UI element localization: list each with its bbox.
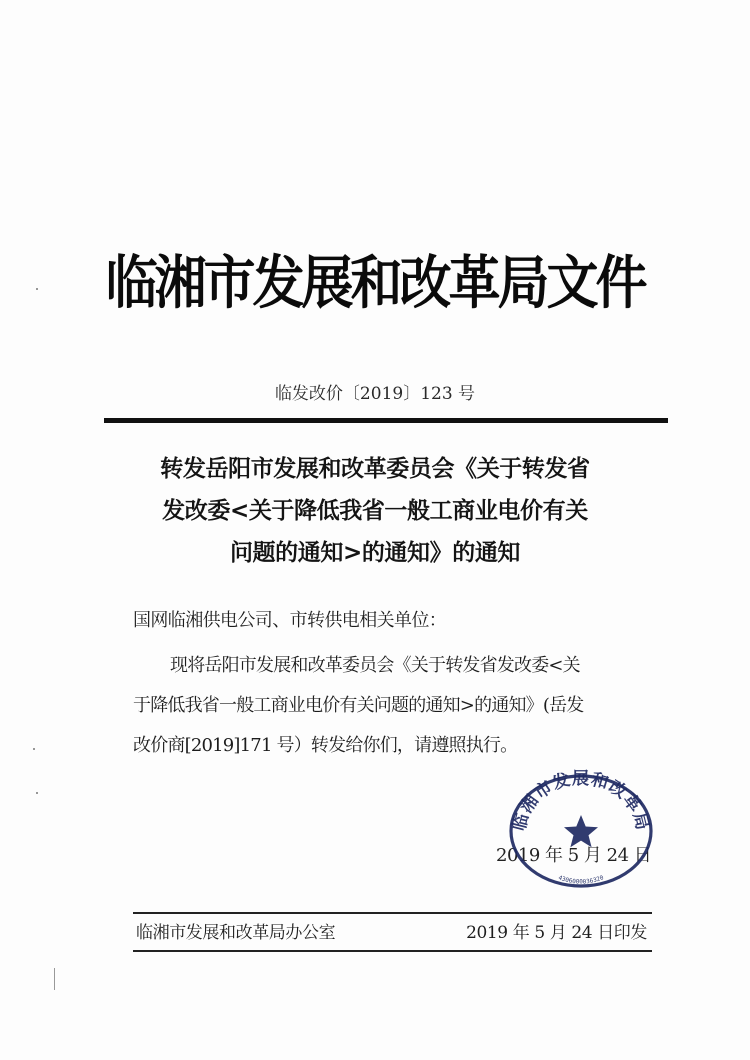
header-divider xyxy=(104,418,668,423)
addressee-line: 国网临湘供电公司、市转供电相关单位： xyxy=(133,610,447,631)
body-line-1: 现将岳阳市发展和改革委员会《关于转发省发改委<关 xyxy=(170,655,580,676)
body-line-3: 改价商[2019]171 号）转发给你们，请遵照执行。 xyxy=(133,735,518,756)
document-subject xyxy=(100,448,650,574)
subject-line-1: 转发岳阳市发展和改革委员会《关于转发省 xyxy=(160,456,590,482)
scan-speck xyxy=(33,748,35,750)
official-seal-stamp xyxy=(505,768,657,888)
footer-divider-top xyxy=(133,912,652,914)
seal-star-icon xyxy=(564,815,598,847)
footer-print-date: 2019 年 5 月 24 日印发 xyxy=(466,923,647,943)
scan-speck xyxy=(36,288,38,290)
seal-serial: 4306000036320 xyxy=(557,874,605,886)
footer-issuing-office: 临湘市发展和改革局办公室 xyxy=(136,923,336,943)
body-line-2: 于降低我省一般工商业电价有关问题的通知>的通知》(岳发 xyxy=(133,695,584,716)
scan-edge-mark xyxy=(54,968,55,990)
seal-text: 临湘市发展和改革局 xyxy=(509,769,653,833)
scan-speck xyxy=(36,792,38,794)
subject-line-3: 问题的通知>的通知》的通知 xyxy=(229,540,521,566)
body-paragraph xyxy=(133,646,653,766)
footer-divider-bottom xyxy=(133,950,652,952)
document-header-title: 临湘市发展和改革局文件 xyxy=(105,251,645,317)
document-number: 临发改价〔2019〕123 号 xyxy=(274,384,476,404)
subject-line-2: 发改委<关于降低我省一般工商业电价有关 xyxy=(162,498,588,524)
signature-date: 2019 年 5 月 24 日 xyxy=(496,845,652,866)
